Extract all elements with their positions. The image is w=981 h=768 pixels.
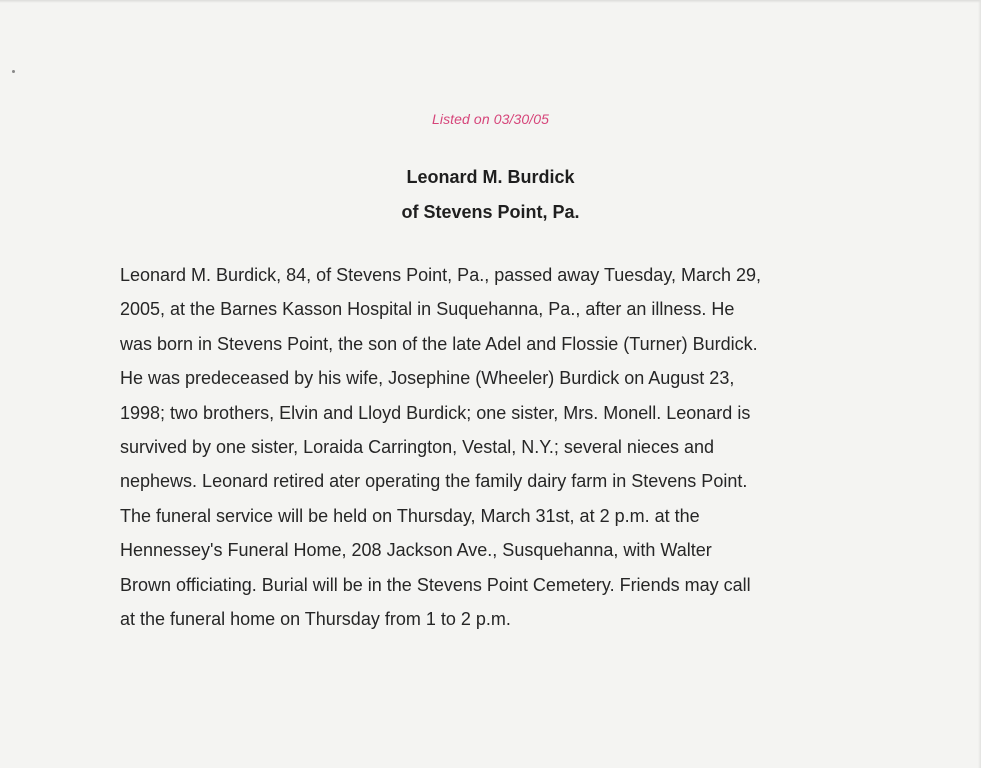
obituary-location-heading: of Stevens Point, Pa.	[401, 202, 580, 222]
obituary-name-heading: Leonard M. Burdick	[406, 167, 575, 187]
body-line: The funeral service will be held on Thursday, March 31st, at 2 p.m. at the	[120, 505, 700, 526]
body-line: was born in Stevens Point, the son of the late Adel and Flossie (Turner) Burdick.	[120, 333, 758, 354]
body-line: at the funeral home on Thursday from 1 to 2 p.m.	[120, 608, 511, 629]
body-line: Brown officiating. Burial will be in the Stevens Point Cemetery. Friends may call	[120, 574, 751, 595]
body-line: Hennessey's Funeral Home, 208 Jackson Ave., Susquehanna, with Walter	[120, 540, 712, 561]
obituary-body	[120, 258, 880, 636]
scan-edge-top	[0, 0, 981, 3]
body-line: survived by one sister, Loraida Carrington, Vestal, N.Y.; several nieces and	[120, 436, 714, 457]
scan-speck	[12, 70, 15, 73]
body-line: He was predeceased by his wife, Josephine (Wheeler) Burdick on August 23,	[120, 368, 735, 389]
listed-date-stamp: Listed on 03/30/05	[431, 111, 549, 127]
body-line: nephews. Leonard retired ater operating the family dairy farm in Stevens Point.	[120, 471, 748, 492]
body-line: 2005, at the Barnes Kasson Hospital in Suquehanna, Pa., after an illness. He	[120, 299, 735, 320]
body-line: Leonard M. Burdick, 84, of Stevens Point, Pa., passed away Tuesday, March 29,	[120, 265, 762, 285]
body-line: 1998; two brothers, Elvin and Lloyd Burdick; one sister, Mrs. Monell. Leonard is	[120, 402, 751, 423]
